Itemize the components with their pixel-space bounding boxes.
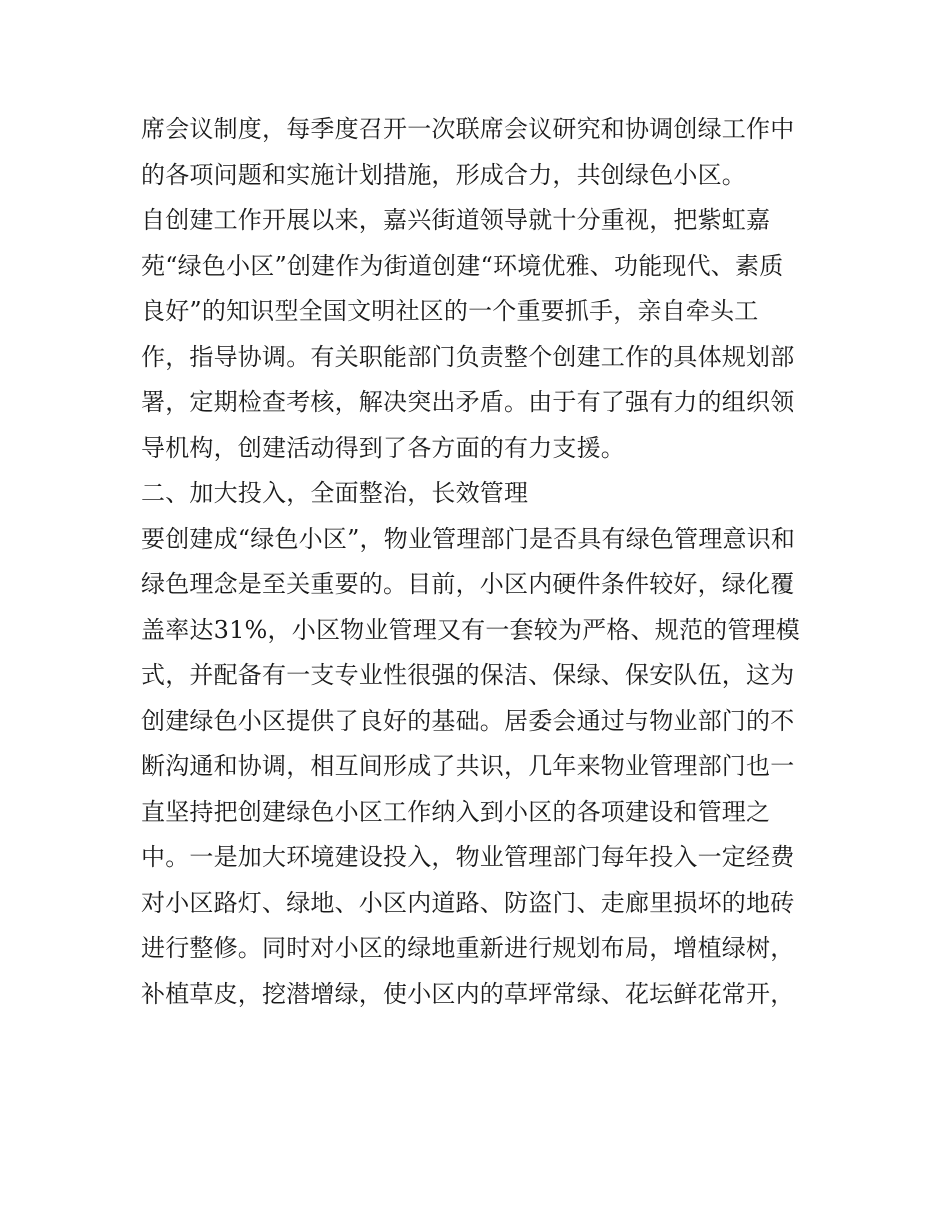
text-line: 进行整修。同时对小区的绿地重新进行规划布局，增植绿树，	[141, 934, 795, 962]
text-line: 中。一是加大环境建设投入，物业管理部门每年投入一定经费	[141, 843, 795, 871]
text-line: 断沟通和协调，相互间形成了共识，几年来物业管理部门也一	[141, 752, 795, 780]
text-line: 补植草皮，挖潜增绿，使小区内的草坪常绿、花坛鲜花常开，	[141, 979, 795, 1008]
text-line: 良好”的知识型全国文明社区的一个重要抓手，亲自牵头工	[141, 297, 759, 325]
document-body	[141, 107, 821, 1017]
text-line: 作，指导协调。有关职能部门负责整个创建工作的具体规划部	[141, 342, 795, 371]
text-line: 盖率达31%，小区物业管理又有一套较为严格、规范的管理模	[141, 615, 800, 644]
text-line: 创建绿色小区提供了良好的基础。居委会通过与物业部门的不	[141, 706, 795, 735]
text-line: 自创建工作开展以来，嘉兴街道领导就十分重视，把紫虹嘉	[141, 206, 771, 234]
text-line: 导机构，创建活动得到了各方面的有力支援。	[141, 433, 625, 462]
section-heading: 二、加大投入，全面整治，长效管理	[141, 479, 529, 507]
text-line: 绿色理念是至关重要的。目前，小区内硬件条件较好，绿化覆	[141, 570, 795, 598]
text-line: 的各项问题和实施计划措施，形成合力，共创绿色小区。	[141, 160, 746, 189]
text-line: 对小区路灯、绿地、小区内道路、防盗门、走廊里损坏的地砖	[141, 888, 795, 917]
text-line: 直坚持把创建绿色小区工作纳入到小区的各项建设和管理之	[141, 797, 771, 826]
text-line: 苑“绿色小区”创建作为街道创建“环境优雅、功能现代、素质	[141, 251, 784, 280]
text-line: 要创建成“绿色小区”，物业管理部门是否具有绿色管理意识和	[141, 524, 796, 553]
text-line: 署，定期检查考核，解决突出矛盾。由于有了强有力的组织领	[141, 388, 795, 416]
text-line: 席会议制度，每季度召开一次联席会议研究和协调创绿工作中	[141, 115, 795, 143]
text-line: 式，并配备有一支专业性很强的保洁、保绿、保安队伍，这为	[141, 661, 795, 689]
